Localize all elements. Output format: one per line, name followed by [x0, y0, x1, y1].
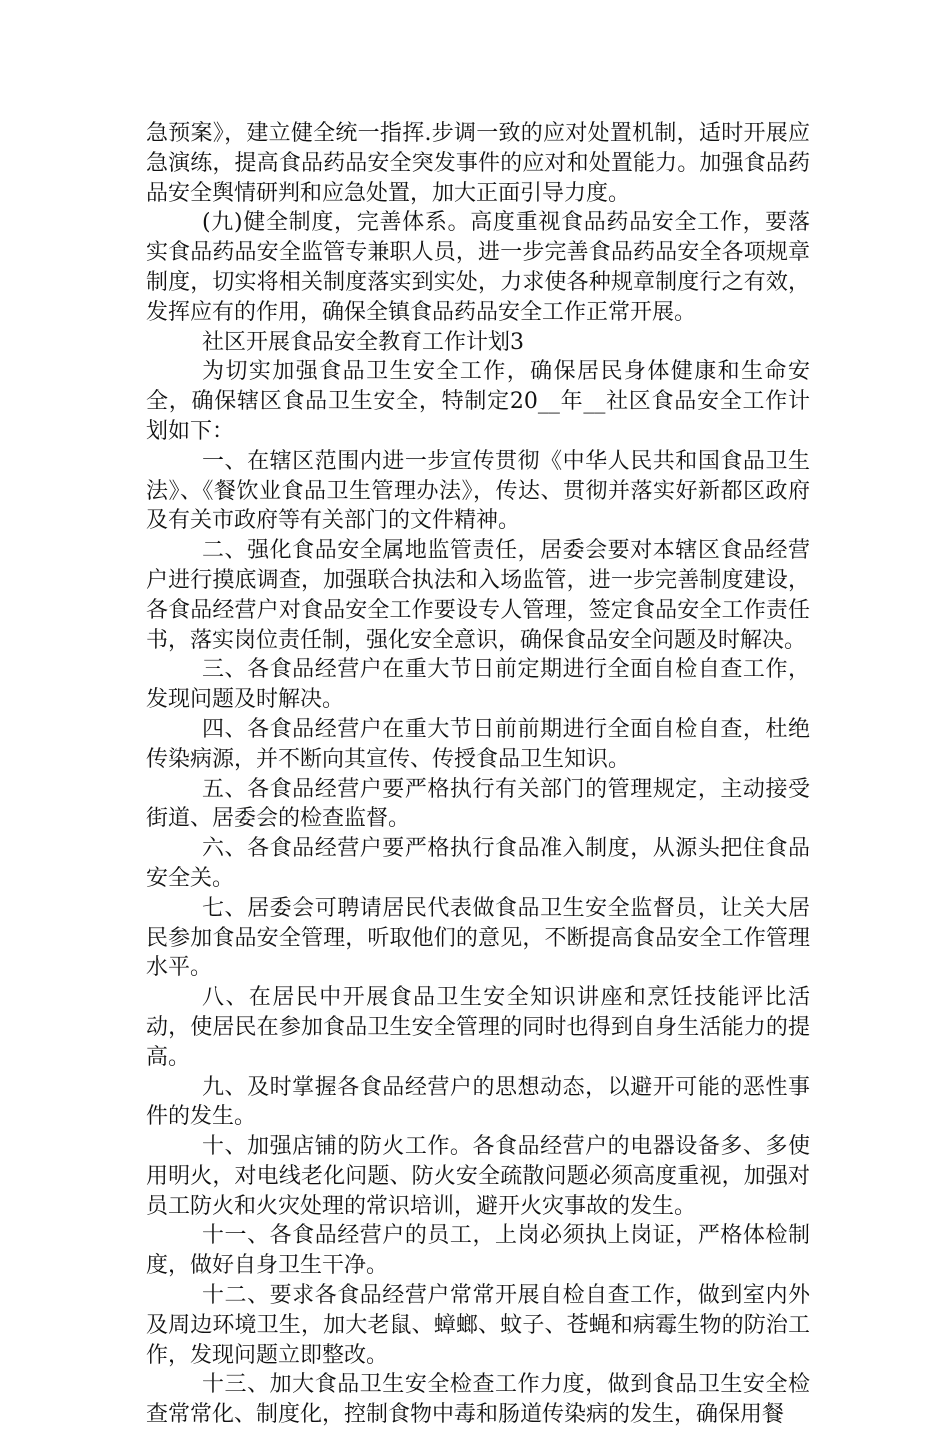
- paragraph-item-12: 十二、要求各食品经营户常常开展自检自查工作，做到室内外及周边环境卫生，加大老鼠、蟑螂、蚊子、苍蝇和病霉生物的防治工作，发现问题立即整改。: [146, 1283, 810, 1368]
- paragraph-section-9: (九)健全制度，完善体系。高度重视食品药品安全工作，要落实食品药品安全监管专兼职人员，进一步完善食品药品安全各项规章制度，切实将相关制度落实到实处，力求使各种规章制度行之有效，发挥应有的作用，确保全镇食品药品安全工作正常开展。: [146, 210, 810, 325]
- paragraph-item-1: 一、在辖区范围内进一步宣传贯彻《中华人民共和国食品卫生法》、《餐饮业食品卫生管理办法》，传达、贯彻并落实好新都区政府及有关市政府等有关部门的文件精神。: [146, 448, 810, 534]
- paragraph-item-3: 三、各食品经营户在重大节日前定期进行全面自检自查工作，发现问题及时解决。: [146, 657, 810, 713]
- paragraph-item-11: 十一、各食品经营户的员工，上岗必须执上岗证，严格体检制度，做好自身卫生干净。: [146, 1223, 810, 1279]
- paragraph-item-13: 十三、加大食品卫生安全检查工作力度，做到食品卫生安全检查常常化、制度化，控制食物中毒和肠道传染病的发生，确保用餐: [146, 1372, 810, 1428]
- paragraph-item-5: 五、各食品经营户要严格执行有关部门的管理规定，主动接受街道、居委会的检查监督。: [146, 776, 810, 832]
- paragraph-item-8: 八、在居民中开展食品卫生安全知识讲座和烹饪技能评比活动，使居民在参加食品卫生安全管理的同时也得到自身生活能力的提高。: [146, 985, 810, 1070]
- plan-heading: 社区开展食品安全教育工作计划3: [202, 329, 524, 355]
- paragraph-item-6: 六、各食品经营户要严格执行食品准入制度，从源头把住食品安全关。: [146, 836, 810, 891]
- paragraph-item-9: 九、及时掌握各食品经营户的思想动态，以避开可能的恶性事件的发生。: [146, 1074, 810, 1130]
- paragraph-item-7: 七、居委会可聘请居民代表做食品卫生安全监督员，让关大居民参加食品安全管理，听取他们的意见，不断提高食品安全工作管理水平。: [146, 895, 810, 981]
- paragraph-continued: 急预案》，建立健全统一指挥.步调一致的应对处置机制，适时开展应急演练，提高食品药品安全突发事件的应对和处置能力。加强食品药品安全舆情研判和应急处置，加大正面引导力度。: [146, 121, 810, 206]
- paragraph-intro: 为切实加强食品卫生安全工作，确保居民身体健康和生命安全，确保辖区食品卫生安全，特制定20__年__社区食品安全工作计划如下：: [146, 359, 810, 444]
- document-body: [146, 119, 810, 1430]
- paragraph-item-2: 二、强化食品安全属地监管责任，居委会要对本辖区食品经营户进行摸底调查，加强联合执法和入场监管，进一步完善制度建设，各食品经营户对食品安全工作要设专人管理，签定食品安全工作责任书，落实岗位责任制，强化安全意识，确保食品安全问题及时解决。: [146, 538, 810, 653]
- paragraph-item-10: 十、加强店铺的防火工作。各食品经营户的电器设备多、多使用明火，对电线老化问题、防火安全疏散问题必须高度重视，加强对员工防火和火灾处理的常识培训，避开火灾事故的发生。: [146, 1134, 810, 1219]
- paragraph-item-4: 四、各食品经营户在重大节日前前期进行全面自检自查，杜绝传染病源，并不断向其宣传、传授食品卫生知识。: [146, 716, 810, 772]
